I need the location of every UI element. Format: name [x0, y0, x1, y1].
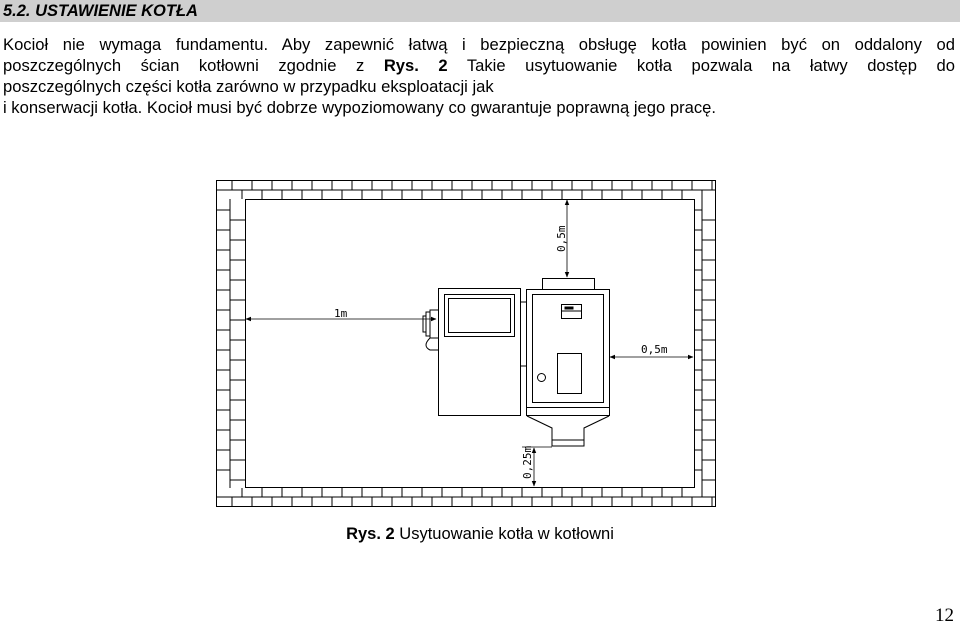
section-header — [0, 0, 960, 22]
figure-reference: Rys. 2 — [383, 56, 448, 75]
paragraph-line-4: i konserwacji kotła. Kocioł musi być dobrze wypoziomowany co gwarantuje poprawną jego pracę. — [3, 98, 716, 117]
top-clearance-label: 0,5m — [555, 225, 568, 252]
boiler-room-diagram — [216, 180, 716, 507]
feeder-unit — [439, 289, 521, 416]
caption-text: Usytuowanie kotła w kotłowni — [394, 525, 614, 543]
bottom-clearance-label: 0,25m — [521, 445, 534, 479]
page-number: 12 — [935, 605, 954, 626]
figure-caption — [0, 524, 960, 544]
paragraph-line-1: Kocioł nie wymaga fundamentu. Aby zapewnić łatwą i bezpieczną obsługę kotła powinien być on oddalony od — [3, 35, 955, 54]
body-paragraph — [3, 34, 955, 118]
paragraph-line-2-start: poszczególnych ścian kotłowni zgodnie z — [3, 56, 384, 75]
caption-figure-ref: Rys. 2 — [346, 525, 395, 543]
right-clearance-label: 0,5m — [641, 343, 668, 356]
paragraph-line-3: poszczególnych części kotła zarówno w przypadku eksploatacji jak — [3, 77, 494, 96]
paragraph-line-2 — [3, 55, 955, 76]
paragraph-line-2-end: Takie usytuowanie kotła pozwala na łatwy dostęp do — [447, 56, 955, 75]
left-clearance-label: 1m — [334, 307, 348, 320]
section-title: 5.2. USTAWIENIE KOTŁA — [3, 2, 198, 20]
